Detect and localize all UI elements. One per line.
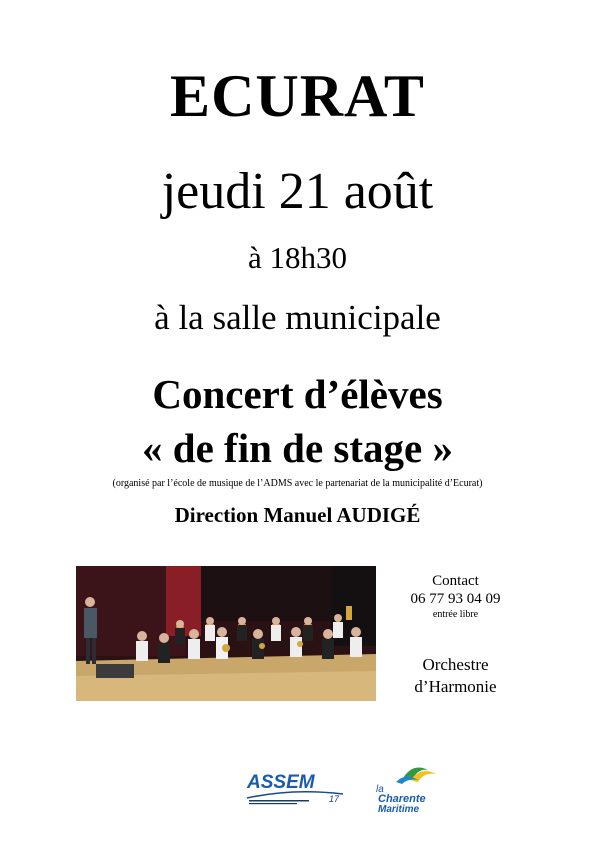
contact-block	[378, 572, 533, 622]
concert-title-line2: « de fin de stage »	[142, 425, 453, 471]
assem-logo-number: 17	[329, 794, 340, 804]
event-time: à 18h30	[247, 240, 347, 275]
cm-logo-line3: Maritime	[378, 804, 420, 814]
phone-number: 06 77 93 04 09	[410, 591, 501, 607]
cm-logo-line2: Charente	[378, 793, 426, 805]
charente-maritime-logo	[372, 762, 446, 814]
ensemble-line2: d’Harmonie	[414, 677, 497, 696]
town-heading: ECURAT	[170, 63, 425, 129]
orchestra-photo	[76, 566, 376, 701]
cm-logo-line1: la	[376, 784, 384, 795]
ensemble-line1: Orchestre	[422, 655, 489, 674]
assem-logo-text: ASSEM	[247, 772, 315, 793]
event-date: jeudi 21 août	[161, 163, 434, 220]
conductor-credit: Direction Manuel AUDIGÉ	[174, 503, 421, 527]
concert-title-line1: Concert d’élèves	[152, 371, 443, 417]
entry-note: entrée libre	[432, 609, 479, 620]
assem-logo	[243, 768, 349, 808]
ensemble-name	[378, 654, 533, 698]
organizer-note: (organisé par l’école de musique de l’ADMS avec le partenariat de la municipalité d’Ecurat)	[112, 478, 483, 489]
contact-label: Contact	[432, 573, 479, 589]
event-venue: à la salle municipale	[154, 298, 441, 337]
